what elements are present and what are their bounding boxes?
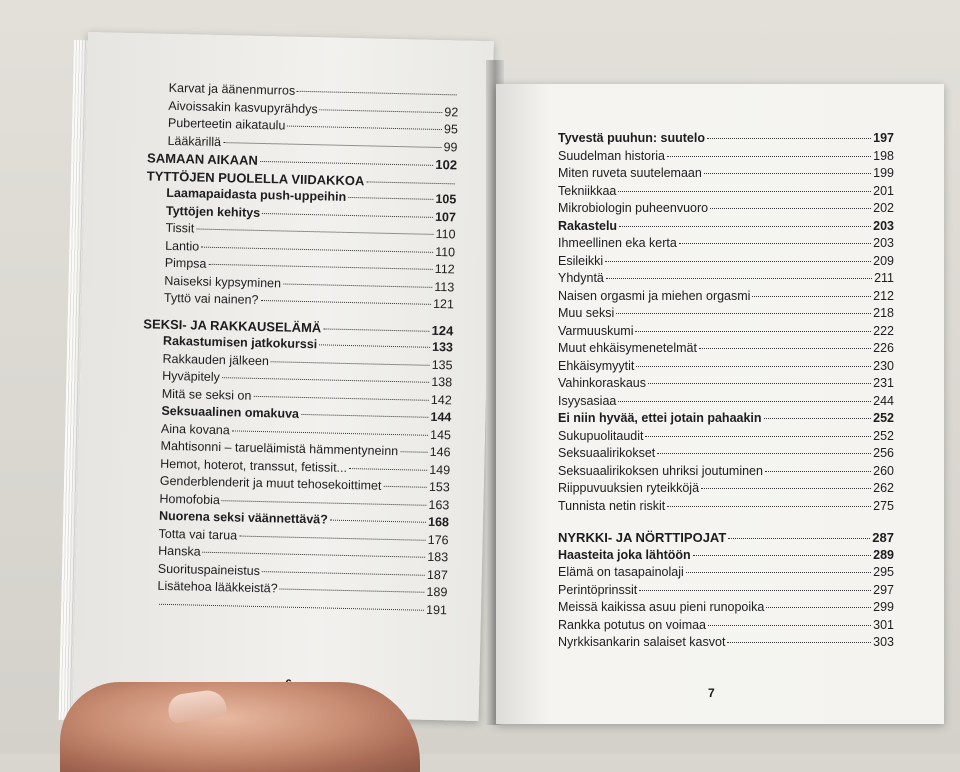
toc-entry-title: Hyväpitely: [162, 368, 221, 385]
dot-leader: [297, 91, 457, 96]
dot-leader: [605, 261, 871, 262]
toc-entry-title: NYRKKI- JA NÖRTTIPOJAT: [558, 530, 727, 545]
toc-entry-title: Tyvestä puuhun: suutelo: [558, 131, 705, 145]
toc-entry-page: 256: [873, 446, 894, 460]
dot-leader: [667, 156, 871, 157]
dot-leader: [686, 572, 871, 573]
dot-leader: [667, 506, 871, 507]
toc-entry-title: Esileikki: [558, 253, 604, 268]
dot-leader: [260, 161, 434, 166]
toc-entry-page: 226: [873, 341, 894, 355]
dot-leader: [366, 181, 454, 184]
toc-entry: [558, 130, 894, 148]
toc-entry-title: Riippuvuuksien ryteikköjä: [558, 481, 700, 495]
toc-entry-page: 203: [873, 218, 894, 233]
toc-entry-title: Tyttöjen kehitys: [165, 203, 261, 220]
toc-entry: [558, 582, 894, 600]
toc-entry-title: Homofobia: [159, 491, 221, 507]
dot-leader: [616, 313, 871, 314]
toc-entry-title: Nuorena seksi väännettävä?: [158, 508, 328, 527]
toc-entry-page: 262: [873, 481, 894, 495]
toc-entry-page: 105: [435, 191, 457, 207]
toc-entry-page: 218: [873, 306, 894, 320]
toc-entry-page: 301: [873, 617, 894, 632]
toc-entry: [558, 410, 894, 428]
dot-leader: [283, 283, 432, 287]
toc-entry-page: 299: [873, 600, 894, 614]
toc-entry-page: 252: [873, 411, 894, 425]
toc-entry-title: Vahinkoraskaus: [558, 376, 647, 390]
toc-entry: [558, 393, 894, 411]
toc-entry-title: Rakastumisen jatkokurssi: [162, 333, 318, 352]
dot-leader: [301, 414, 429, 418]
toc-entry-page: 168: [427, 514, 450, 530]
toc-entry-page: 244: [873, 393, 894, 408]
toc-entry: [558, 358, 894, 376]
table-of-contents-right: [558, 130, 894, 652]
right-page: [496, 84, 944, 724]
toc-entry-title: Miten ruveta suutelemaan: [558, 166, 702, 180]
toc-entry-page: 287: [872, 530, 894, 545]
toc-entry-title: Sukupuolitaudit: [558, 428, 644, 443]
toc-entry-title: Laamapaidasta push-uppeihin: [166, 185, 347, 204]
toc-entry-title: Suorituspaineistus: [157, 561, 261, 578]
toc-entry-page: 189: [426, 584, 448, 600]
toc-entry-title: Rakastelu: [558, 218, 618, 233]
toc-entry-page: 95: [443, 122, 459, 137]
toc-entry-page: 142: [430, 392, 452, 407]
toc-entry-page: 211: [874, 271, 894, 285]
dot-leader: [752, 296, 871, 297]
toc-entry-title: Lantio: [165, 238, 200, 254]
toc-entry: [558, 617, 894, 635]
dot-leader: [701, 488, 871, 489]
toc-entry-title: Elämä on tasapainolaji: [558, 565, 684, 579]
toc-entry-title: Nyrkkisankarin salaiset kasvot: [558, 635, 726, 649]
toc-entry-page: 145: [429, 427, 452, 442]
toc-entry-page: 230: [873, 358, 894, 373]
toc-entry: [558, 165, 894, 183]
toc-entry-page: 121: [432, 296, 455, 312]
toc-entry-page: 163: [428, 497, 450, 512]
toc-entry-title: Ei niin hyvää, ettei jotain pahaakin: [558, 411, 762, 425]
hand: [60, 682, 420, 772]
toc-entry-page: 191: [425, 602, 448, 617]
dot-leader: [639, 590, 871, 591]
toc-entry-title: Varmuuskumi: [558, 323, 634, 338]
toc-entry-title: Muut ehkäisymenetelmät: [558, 341, 697, 355]
toc-entry-title: SEKSI- JA RAKKAUSELÄMÄ: [143, 315, 322, 335]
toc-entry: [558, 148, 894, 166]
toc-entry: [558, 428, 894, 446]
toc-entry-title: Puberteetin aikataulu: [167, 115, 286, 133]
toc-entry-page: 149: [429, 462, 451, 477]
toc-entry-title: Tyttö vai nainen?: [163, 290, 259, 307]
toc-entry-title: Hemot, hoterot, transsut, fetissit...: [160, 456, 348, 475]
dot-leader: [262, 212, 433, 217]
toc-entry-title: Seksuaalirikokset: [558, 446, 656, 460]
dot-leader: [657, 453, 871, 454]
toc-entry-title: Aivoissakin kasvupyrähdys: [168, 98, 318, 116]
dot-leader: [648, 383, 871, 384]
toc-entry-page: 144: [430, 409, 452, 425]
toc-entry-page: 199: [873, 166, 894, 180]
toc-entry-page: 99: [443, 139, 458, 154]
toc-entry-title: SAMAAN AIKAAN: [146, 150, 259, 168]
toc-entry-title: Aina kovana: [160, 421, 230, 437]
dot-leader: [222, 500, 427, 506]
dot-leader: [319, 344, 430, 348]
toc-entry: [558, 529, 894, 547]
toc-entry-title: Isyysasiaa: [558, 393, 617, 408]
toc-entry-title: TYTTÖJEN PUOLELLA VIIDAKKOA: [146, 167, 365, 188]
toc-entry: [558, 270, 894, 288]
toc-entry: [558, 634, 894, 652]
toc-entry-page: 183: [427, 549, 449, 565]
dot-leader: [636, 366, 871, 367]
toc-entry-page: 303: [873, 635, 894, 649]
toc-entry: [558, 183, 894, 201]
toc-entry-page: 297: [873, 582, 894, 597]
toc-entry: [558, 200, 894, 218]
toc-entry-title: Genderblenderit ja muut tehosekoittimet: [159, 473, 382, 493]
dot-leader: [253, 395, 428, 400]
dot-leader: [693, 555, 871, 556]
dot-leader: [222, 377, 429, 383]
dot-leader: [400, 451, 428, 453]
toc-entry-title: Tekniikkaa: [558, 183, 617, 198]
toc-entry-title: Suudelman historia: [558, 148, 666, 163]
toc-entry-title: Lisätehoa lääkkeistä?: [157, 578, 278, 596]
toc-entry-title: Lääkärillä: [167, 133, 222, 149]
dot-leader: [262, 571, 425, 576]
toc-entry: [558, 463, 894, 481]
dot-leader: [704, 173, 871, 174]
toc-entry-page: 295: [873, 565, 894, 579]
toc-entry-page: 113: [434, 279, 455, 294]
toc-entry-page: 231: [873, 376, 894, 390]
toc-entry-page: 222: [873, 323, 894, 338]
dot-leader: [708, 625, 871, 626]
toc-entry: [558, 547, 894, 565]
toc-entry-title: Pimpsa: [164, 255, 207, 271]
toc-entry-page: 201: [873, 183, 894, 198]
toc-entry: [558, 498, 894, 516]
toc-entry-title: Tunnista netin riskit: [558, 498, 666, 513]
toc-entry-title: Yhdyntä: [558, 271, 604, 285]
toc-entry-title: Haasteita joka lähtöön: [558, 547, 691, 562]
toc-entry-title: Rakkauden jälkeen: [162, 351, 270, 368]
dot-leader: [728, 538, 870, 539]
dot-leader: [727, 642, 871, 643]
toc-entry: [558, 564, 894, 582]
toc-entry-page: 260: [873, 463, 894, 478]
dot-leader: [208, 264, 432, 270]
table-of-contents-left: [137, 79, 459, 619]
toc-entry: [558, 288, 894, 306]
dot-leader: [606, 278, 872, 279]
toc-entry-page: 133: [431, 339, 454, 355]
dot-leader: [330, 520, 426, 523]
toc-entry: [558, 375, 894, 393]
toc-entry-title: Ihmeellinen eka kerta: [558, 236, 677, 250]
dot-leader: [348, 197, 433, 200]
dot-leader: [239, 535, 426, 540]
dot-leader: [223, 142, 442, 148]
toc-entry: [558, 253, 894, 271]
dot-leader: [699, 348, 871, 349]
toc-entry-title: Meissä kaikissa asuu pieni runopoika: [558, 600, 765, 614]
dot-leader: [320, 109, 443, 113]
toc-entry-page: 212: [873, 288, 894, 303]
dot-leader: [635, 331, 871, 332]
toc-entry-page: 135: [431, 357, 453, 372]
toc-entry-page: 203: [873, 236, 894, 250]
toc-entry-title: Mikrobiologin puheenvuoro: [558, 201, 709, 215]
toc-entry-page: 92: [444, 104, 459, 119]
toc-entry: [558, 599, 894, 617]
toc-entry-page: 153: [428, 479, 450, 495]
dot-leader: [260, 300, 431, 305]
dot-leader: [764, 418, 872, 419]
dot-leader: [618, 401, 871, 402]
toc-entry: [558, 480, 894, 498]
dot-leader: [287, 126, 442, 131]
toc-entry-title: Ehkäisymyytit: [558, 358, 635, 373]
toc-entry-page: 102: [435, 156, 458, 173]
dot-leader: [618, 191, 871, 192]
dot-leader: [271, 361, 430, 366]
toc-entry-page: 197: [873, 131, 894, 145]
toc-entry-title: Muu seksi: [558, 306, 615, 320]
dot-leader: [679, 243, 871, 244]
dot-leader: [196, 229, 433, 235]
dot-leader: [201, 246, 433, 252]
toc-entry-page: 107: [434, 209, 457, 224]
toc-entry-title: Seksuaalirikoksen uhriksi joutuminen: [558, 463, 763, 478]
toc-entry-page: 138: [431, 374, 453, 390]
dot-leader: [232, 430, 428, 435]
toc-entry-title: Naiseksi kypsyminen: [164, 273, 282, 290]
toc-entry-title: Mitä se seksi on: [161, 386, 252, 403]
dot-leader: [645, 436, 871, 437]
toc-entry-page: 275: [873, 498, 894, 513]
toc-entry-page: 289: [873, 547, 894, 562]
toc-entry-page: 176: [427, 532, 449, 547]
toc-entry-page: 187: [426, 567, 448, 582]
dot-leader: [349, 468, 427, 471]
toc-entry-title: Perintöprinssit: [558, 582, 638, 597]
dot-leader: [383, 486, 426, 488]
dot-leader: [203, 552, 426, 558]
dot-leader: [159, 603, 424, 610]
toc-entry-title: Totta vai tarua: [158, 526, 238, 543]
toc-entry: [558, 235, 894, 253]
toc-entry-title: Rankka potutus on voimaa: [558, 617, 707, 632]
toc-entry-page: 110: [435, 244, 456, 259]
toc-entry-title: Mahtisonni – tarueläimistä hämmentyneinn: [160, 438, 399, 459]
toc-entry-title: Seksuaalinen omakuva: [161, 403, 300, 421]
toc-entry-page: 209: [873, 253, 894, 268]
page-number-right: 7: [708, 686, 715, 700]
toc-entry-title: Hanska: [158, 543, 201, 559]
dot-leader: [280, 588, 425, 592]
dot-leader: [323, 328, 429, 331]
toc-entry-page: 112: [434, 261, 455, 277]
toc-entry-title: Karvat ja äänenmurros: [168, 80, 296, 98]
dot-leader: [707, 138, 871, 139]
dot-leader: [766, 607, 871, 608]
toc-entry: [558, 305, 894, 323]
toc-entry-page: 146: [429, 444, 451, 460]
dot-leader: [619, 226, 871, 227]
left-page: [73, 32, 494, 721]
toc-entry: [558, 218, 894, 236]
toc-entry-page: 202: [873, 201, 894, 215]
toc-entry-title: Tissit: [165, 220, 195, 236]
toc-entry-page: 124: [431, 322, 454, 338]
toc-entry-title: Naisen orgasmi ja miehen orgasmi: [558, 288, 751, 303]
toc-entry-page: 198: [873, 148, 894, 163]
toc-entry: [558, 445, 894, 463]
toc-entry-page: 110: [435, 226, 456, 242]
toc-entry: [558, 340, 894, 358]
toc-entry-page: 252: [873, 428, 894, 443]
toc-entry: [558, 323, 894, 341]
dot-leader: [710, 208, 871, 209]
dot-leader: [765, 471, 871, 472]
